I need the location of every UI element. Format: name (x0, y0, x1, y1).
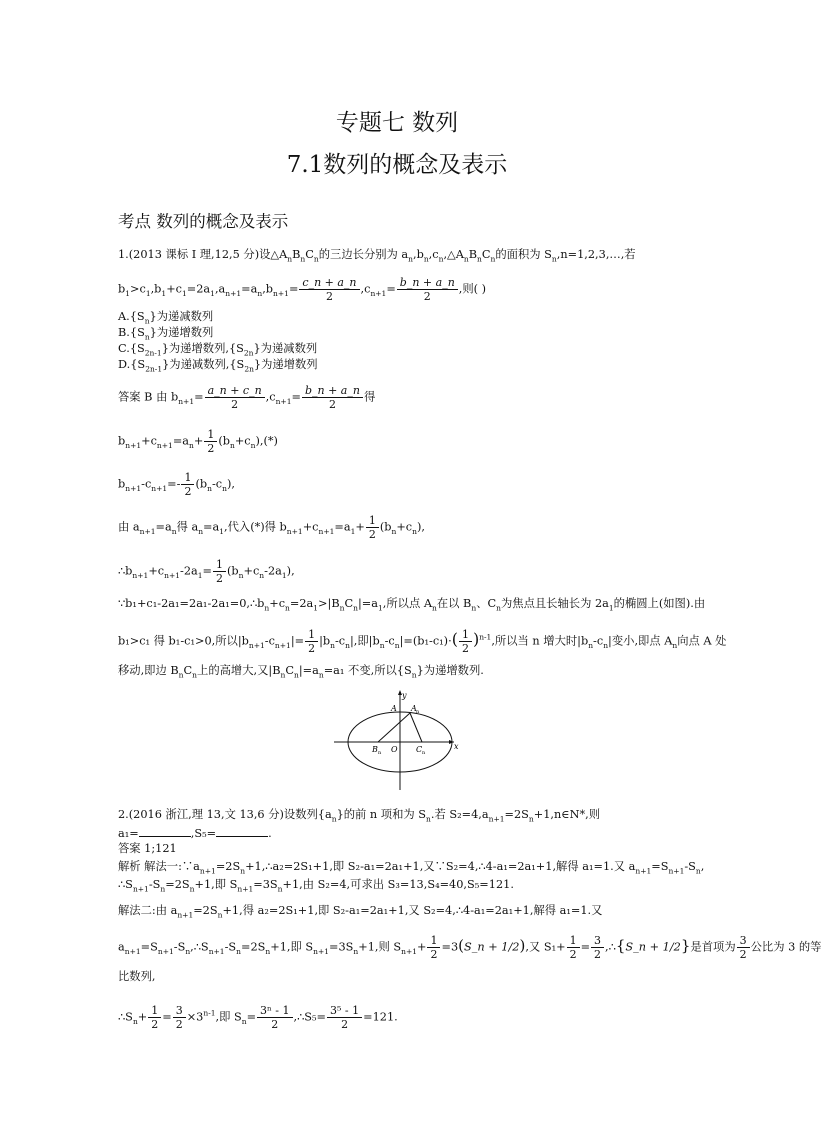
fraction: $\frac{3}{2}$ (591, 934, 604, 961)
q1-step2: $b_{n+1}-c_{n+1}=-$ $\frac{1}{2}$ $(b_n-c_n)$, (118, 471, 235, 498)
fraction: $\frac{a\_n + c\_n}{2}$ (205, 384, 265, 411)
lesson-title: 7.1数列的概念及表示 (286, 152, 508, 178)
q1-step5: $\because b_1+c_1-2a_1=2a_1-2a_1=0,\therefore b_n+c_n=2a_1>|B_nC_n|=a_1$,所以点 $A_n$在以 $B_n$、$C_n$为焦点且长轴长为 $2a_1$的椭圆上(如图).由 (118, 597, 706, 613)
ellipse-figure (330, 686, 462, 792)
fraction: $\frac{1}{2}$ (567, 934, 580, 961)
chapter-title: 专题七 数列 (335, 110, 459, 136)
q1-option-c: $C.\{S_{2n-1}\}$为递增数列$,\{S_{2n}\}$为递减数列 (118, 342, 318, 358)
answer-blank-a1 (139, 826, 191, 837)
q1-option-a: $A.\{S_n\}$为递减数列 (118, 310, 214, 326)
q1-stem-line2: $b_1>c_1,b_1+c_1=2a_1,a_{n+1}=a_n,b_{n+1}=$ $\frac{c\_n + a\_n}{2}$ $,c_{n+1}=$ $\frac{b\_n + a\_n}{2}$ ,则( ) (118, 276, 487, 303)
q1-stem-line1: 1.(2013 课标 I 理,12,5 分)设$\triangle A_nB_nC_n$的三边长分别为 $a_n,b_n,c_n,\triangle A_nB_nC_n$的面积为 $S_n,n=1,2,3,\dots$,若 (118, 248, 636, 264)
q1-option-d: $D.\{S_{2n-1}\}$为递减数列$,\{S_{2n}\}$为递增数列 (118, 358, 318, 374)
fraction: $\frac{1}{2}$ (181, 471, 194, 498)
fraction: $\frac{1}{2}$ (204, 428, 217, 455)
fraction: $\frac{1}{2}$ (148, 1004, 161, 1031)
fraction: $\frac{\text{3ⁿ - 1}}{2}$ (257, 1004, 292, 1031)
q2-answer: 答案 1;121 (118, 842, 177, 855)
q1-option-b: $B.\{S_n\}$为递增数列 (118, 326, 214, 342)
fraction: $\frac{b\_n + a\_n}{2}$ (397, 276, 458, 303)
segment-an-cn (410, 713, 422, 742)
q2-solution1-line2: $\therefore S_{n+1}-S_n=2S_n+1$,即 $S_{n+1}=3S_n+1$,由 S₂=4,可求出 S₃=13,S₄=40,S₅=121. (118, 878, 514, 894)
label-an: A (411, 704, 417, 713)
label-y: y (402, 691, 407, 700)
q1-step6: b₁>c₁ 得 b₁-c₁>0,所以$|b_{n+1}-c_{n+1}|=$ $\frac{1}{2}$ $|b_n-c_n|$,即$|b_n-c_n|=(b_1-c_1)\cdot$( $\frac{1}{2}$ )$^{n-1}$,所以当 n 增大时$|b_n-c_n|$变小,即点 $A_n$向点 A 处 (118, 628, 727, 655)
fraction: $\frac{b\_n + a\_n}{2}$ (302, 384, 363, 411)
q1-step3: 由 $a_{n+1}=a_n$得 $a_n=a_1$,代入(*)得 $b_{n+1}+c_{n+1}=a_1+$ $\frac{1}{2}$ $(b_n+c_n)$, (118, 514, 425, 541)
q2-solution2-line3: 比数列, (118, 970, 156, 983)
q2-solution2-line1: 解法二:由 $a_{n+1}=2S_n+1$,得 a₂=2S₁+1,即 S₂-a₁=2a₁+1,又 S₂=4,∴4-a₁=2a₁+1,解得 a₁=1.又 (118, 904, 603, 920)
label-a: A (391, 704, 397, 713)
segment-bn-an (378, 713, 410, 742)
answer-blank-s5 (216, 826, 268, 837)
q1-answer: 答案 B 由 $b_{n+1}=$ $\frac{a\_n + c\_n}{2}$ $,c_{n+1}=$ $\frac{b\_n + a\_n}{2}$ 得 (118, 384, 376, 411)
q2-stem-line1: 2.(2016 浙江,理 13,文 13,6 分)设数列$\{a_n\}$的前 n 项和为 $S_n$.若 $S_2=4,a_{n+1}=2S_n+1,n\in N*$,则 (118, 808, 601, 824)
label-x: x (454, 742, 459, 751)
fraction: $\frac{3}{2}$ (737, 934, 750, 961)
fraction: $\frac{1}{2}$ (213, 558, 226, 585)
q1-step7: 移动,即边 $B_nC_n$上的高增大,又$|B_nC_n|=a_n=a_1$ 不变,所以$\{S_n\}$为递增数列. (118, 664, 484, 680)
q1-step1: $b_{n+1}+c_{n+1}=a_n+$ $\frac{1}{2}$ $(b_n+c_n),(*)$ (118, 428, 278, 455)
label-cn: C (416, 745, 423, 754)
label-o: O (391, 745, 398, 754)
q2-solution1-line1: 解析 解法一$:\because a_{n+1}=2S_n+1,\therefore a_2=2S_1+1$,即 S₂-a₁=2a₁+1,又∵S₂=4,∴4-a₁=2a₁+1,解得 a₁=1.又 $a_{n+1}=S_{n+1}-S_n$, (118, 860, 705, 876)
fraction: $\frac{3}{2}$ (173, 1004, 186, 1031)
svg-text:n: n (422, 750, 426, 756)
fraction: $\frac{1}{2}$ (366, 514, 379, 541)
section-heading: 考点 数列的概念及表示 (118, 212, 289, 231)
svg-text:n: n (416, 709, 420, 715)
fraction: $\frac{1}{2}$ (305, 628, 318, 655)
fraction: $\frac{\text{3⁵ - 1}}{2}$ (327, 1004, 362, 1031)
fraction: $\frac{1}{2}$ (459, 628, 472, 655)
fraction: $\frac{c\_n + a\_n}{2}$ (299, 276, 359, 303)
q2-solution2-line4: $\therefore S_n+$ $\frac{1}{2}$ = $\frac{3}{2}$ $\times 3^{n-1}$,即 $S_n=$ $\frac{\text{3ⁿ - 1}}{2}$ ,∴S₅= $\frac{\text{3⁵ - 1}}{2}$ =121. (118, 1004, 398, 1031)
svg-text:n: n (378, 750, 382, 756)
q1-step4: $\therefore b_{n+1}+c_{n+1}-2a_1=$ $\frac{1}{2}$ $(b_n+c_n-2a_1)$, (118, 558, 295, 585)
q2-solution2-line2: $a_{n+1}=S_{n+1}-S_n,\therefore S_{n+1}-S_n=2S_n+1$,即 $S_{n+1}=3S_n+1$,则 $S_{n+1}+$ $\frac{1}{2}$ =3(S_n + 1/2),又 S₁+ $\frac{1}{2}$ = $\frac{3}{2}$ ,∴{S_n + 1/2}是首项为 $\frac{3}{2}$ 公比为 3 的等 (118, 934, 821, 961)
q2-stem-line2: a₁= ,S₅= . (118, 827, 272, 840)
label-bn: B (372, 745, 378, 754)
fraction: $\frac{1}{2}$ (427, 934, 440, 961)
